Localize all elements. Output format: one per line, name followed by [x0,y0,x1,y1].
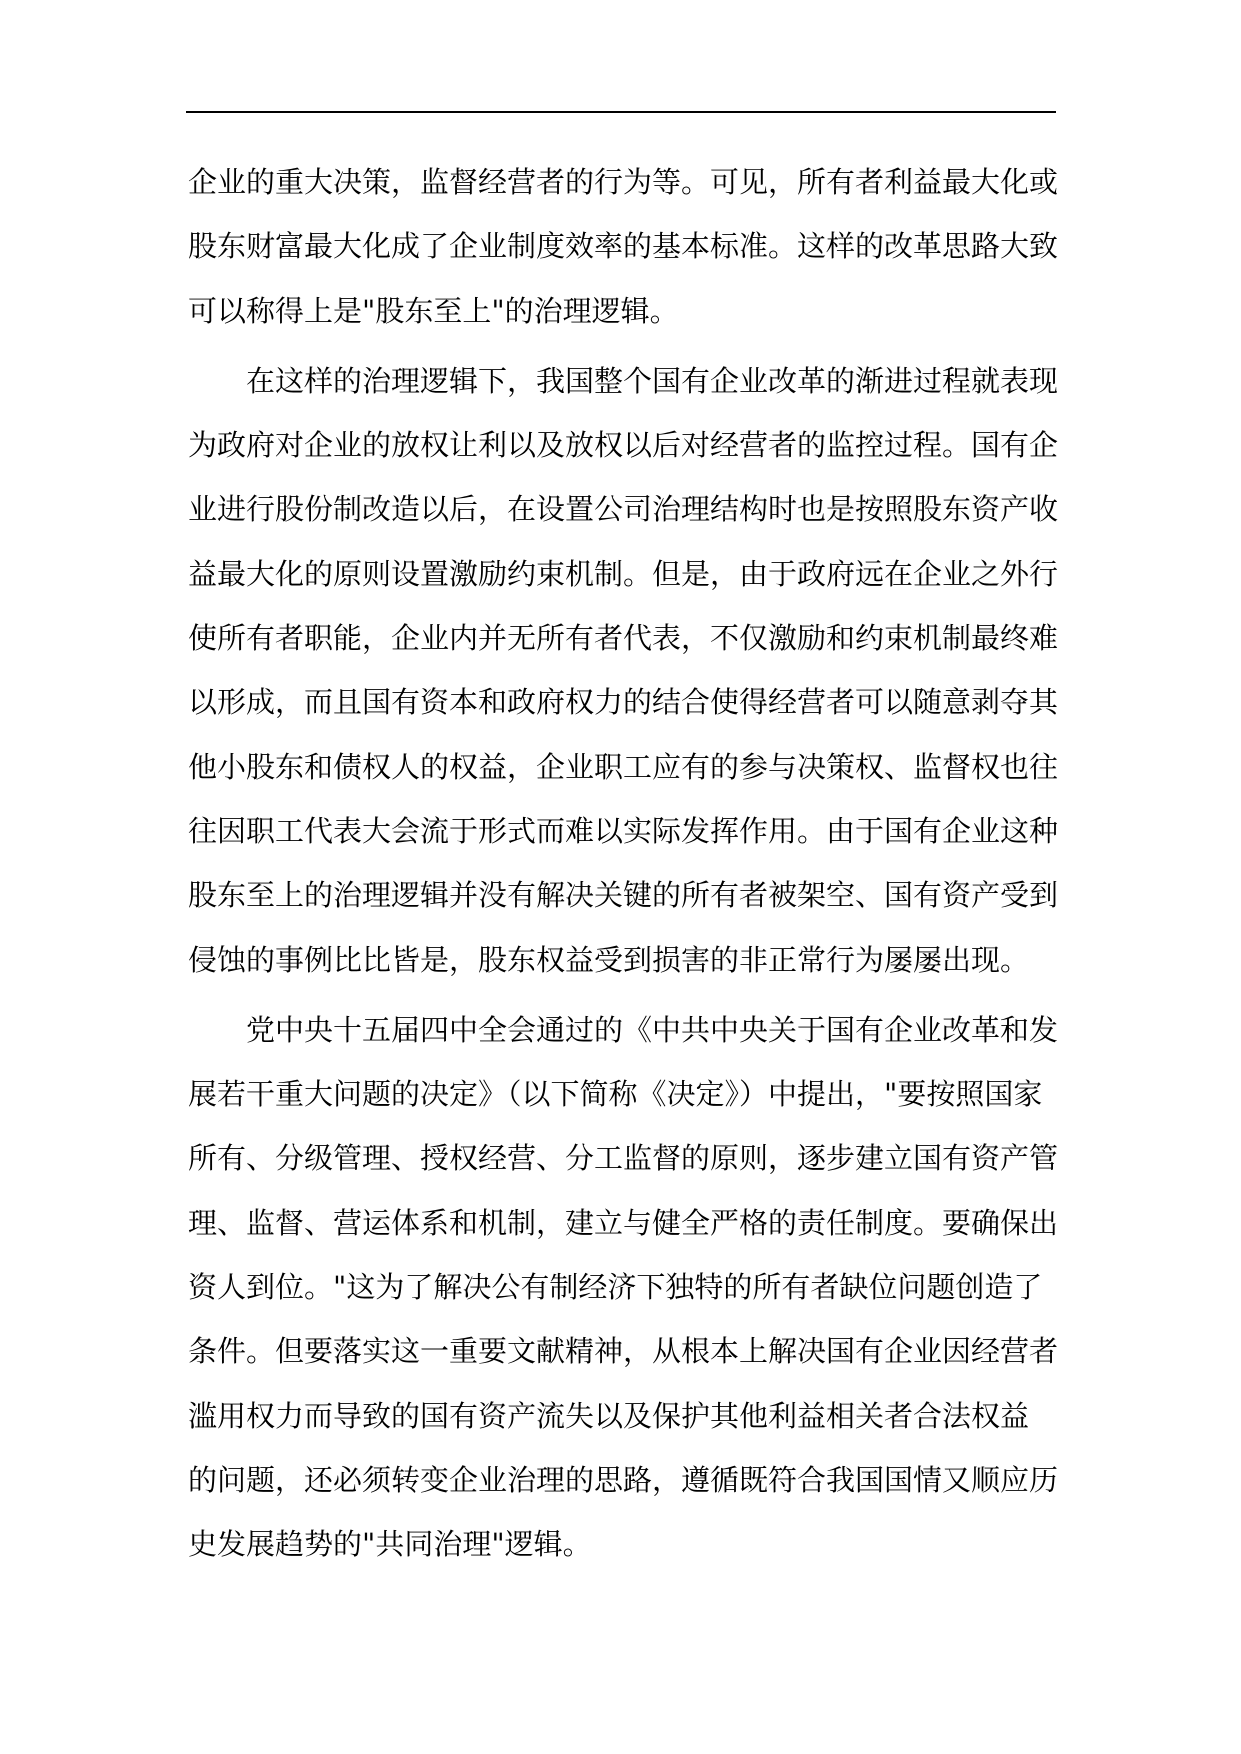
text-line: 股东至上的治理逻辑并没有解决关键的所有者被架空、国有资产受到 [188,878,1059,913]
text-line: 股东财富最大化成了企业制度效率的基本标准。这样的改革思路大致 [188,229,1059,264]
header-rule [186,111,1056,113]
text-line: 在这样的治理逻辑下，我国整个国有企业改革的渐进过程就表现 [246,363,1059,398]
text-line: 使所有者职能，企业内并无所有者代表，不仅激励和约束机制最终难 [188,621,1059,656]
text-line: 条件。但要落实这一重要文献精神，从根本上解决国有企业因经营者 [188,1334,1059,1369]
text-line: 滥用权力而导致的国有资产流失以及保护其他利益相关者合法权益 [188,1398,1030,1433]
body-text [188,150,1068,1577]
text-line: 理、监督、营运体系和机制，建立与健全严格的责任制度。要确保出 [188,1205,1059,1240]
text-line: 为政府对企业的放权让利以及放权以后对经营者的监控过程。国有企 [188,428,1059,463]
text-line: 他小股东和债权人的权益，企业职工应有的参与决策权、监督权也往 [188,749,1059,784]
paragraph-3 [188,998,1068,1577]
text-line: 展若干重大问题的决定》（以下简称《决定》）中提出，"要按照国家 [188,1077,1043,1112]
text-line: 益最大化的原则设置激励约束机制。但是，由于政府远在企业之外行 [188,556,1059,591]
text-line: 史发展趋势的"共同治理"逻辑。 [188,1527,592,1562]
paragraph-2 [188,349,1068,992]
text-line: 所有、分级管理、授权经营、分工监督的原则，逐步建立国有资产管 [188,1141,1059,1176]
text-line: 业进行股份制改造以后，在设置公司治理结构时也是按照股东资产收 [188,492,1059,527]
paragraph-1 [188,150,1068,343]
text-line: 党中央十五届四中全会通过的《中共中央关于国有企业改革和发 [246,1012,1059,1047]
text-line: 以形成，而且国有资本和政府权力的结合使得经营者可以随意剥夺其 [188,685,1059,720]
text-line: 侵蚀的事例比比皆是，股东权益受到损害的非正常行为屡屡出现。 [188,942,1030,977]
text-line: 往因职工代表大会流于形式而难以实际发挥作用。由于国有企业这种 [188,813,1059,848]
text-line: 企业的重大决策，监督经营者的行为等。可见，所有者利益最大化或 [188,165,1059,199]
text-line: 资人到位。"这为了解决公有制经济下独特的所有者缺位问题创造了 [188,1270,1043,1305]
text-line: 的问题，还必须转变企业治理的思路，遵循既符合我国国情又顺应历 [188,1462,1059,1497]
text-line: 可以称得上是"股东至上"的治理逻辑。 [188,293,679,328]
